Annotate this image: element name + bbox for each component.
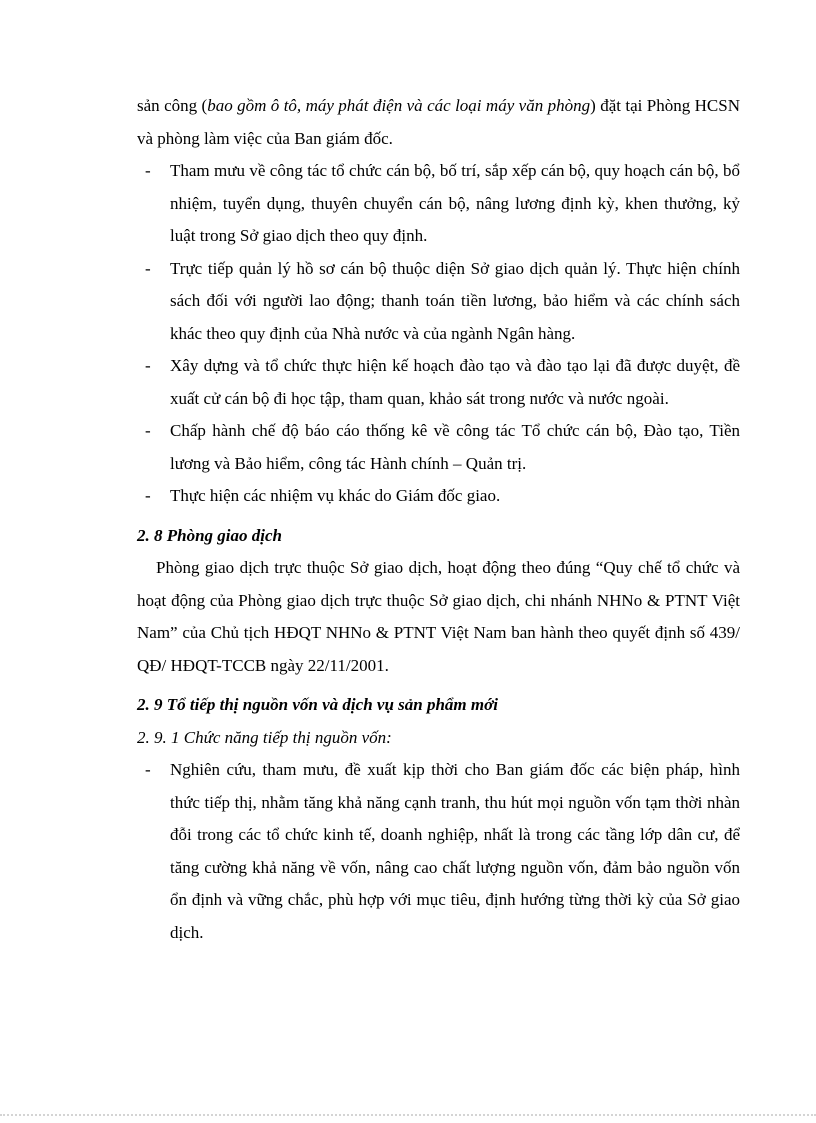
duties-list xyxy=(137,155,740,513)
subsection-heading-2-9-1: 2. 9. 1 Chức năng tiếp thị nguồn vốn: xyxy=(137,727,392,747)
section-heading-2-9: 2. 9 Tổ tiếp thị nguồn vốn và dịch vụ sản phẩm mới xyxy=(137,695,498,714)
list-item xyxy=(137,480,740,513)
list-item-text: Nghiên cứu, tham mưu, đề xuất kịp thời cho Ban giám đốc các biện pháp, hình thức tiếp thị, nhằm tăng khả năng cạnh tranh, thu hút mọi nguồn vốn tạm thời nhàn đỗi trong các tổ chức kinh tế, doanh nghiệp, nhất là trong các tầng lớp dân cư, để tăng cường khả năng về vốn, nâng cao chất lượng nguồn vốn, đảm bảo nguồn vốn ổn định và vững chắc, phù hợp với mục tiêu, định hướng từng thời kỳ của Sở giao dịch. xyxy=(170,760,740,942)
dash-marker: - xyxy=(145,356,151,375)
list-item xyxy=(137,155,740,253)
dash-marker: - xyxy=(145,760,151,779)
dash-marker: - xyxy=(145,161,151,180)
list-item-text: Tham mưu về công tác tổ chức cán bộ, bố trí, sắp xếp cán bộ, quy hoạch cán bộ, bổ nhiệm, tuyển dụng, thuyên chuyển cán bộ, nâng lương định kỳ, khen thưởng, kỷ luật trong Sở giao dịch theo quy định. xyxy=(170,161,740,245)
marketing-list xyxy=(137,754,740,949)
list-item-text: Xây dựng và tổ chức thực hiện kế hoạch đào tạo và đào tạo lại đã được duyệt, đề xuất cử cán bộ đi học tập, tham quan, khảo sát trong nước và nước ngoài. xyxy=(170,356,740,408)
dash-marker: - xyxy=(145,486,151,505)
list-item-text: Chấp hành chế độ báo cáo thống kê về công tác Tổ chức cán bộ, Đào tạo, Tiền lương và Bảo hiểm, công tác Hành chính – Quản trị. xyxy=(170,421,740,473)
list-item-text: Trực tiếp quản lý hồ sơ cán bộ thuộc diện Sở giao dịch quản lý. Thực hiện chính sách đối với người lao động; thanh toán tiền lương, bảo hiểm và các chính sách khác theo quy định của Nhà nước và của ngành Ngân hàng. xyxy=(170,258,740,343)
dash-marker: - xyxy=(145,258,151,278)
list-item xyxy=(137,415,740,480)
list-item-text: Thực hiện các nhiệm vụ khác do Giám đốc giao. xyxy=(170,486,501,505)
intro-text-prefix: sản công ( xyxy=(137,96,208,115)
paragraph-intro xyxy=(137,90,740,155)
list-item xyxy=(137,754,740,949)
list-item xyxy=(137,253,740,351)
page-bottom-dotted-line xyxy=(0,1114,816,1116)
intro-text-italic: bao gồm ô tô, máy phát điện và các loại máy văn phòng xyxy=(207,96,591,115)
dash-marker: - xyxy=(145,421,151,440)
section-heading-2-8: 2. 8 Phòng giao dịch xyxy=(137,525,282,545)
paragraph-2-8: Phòng giao dịch trực thuộc Sở giao dịch, hoạt động theo đúng “Quy chế tổ chức và hoạt động của Phòng giao dịch trực thuộc Sở giao dịch, chi nhánh NHNo & PTNT Việt Nam” của Chủ tịch HĐQT NHNo & PTNT Việt Nam ban hành theo quyết định số 439/ QĐ/ HĐQT-TCCB ngày 22/11/2001. xyxy=(137,558,740,675)
list-item xyxy=(137,350,740,415)
intro-text-suffix: ) đặt tại Phòng HCSN và phòng làm việc của Ban giám đốc. xyxy=(137,96,740,148)
